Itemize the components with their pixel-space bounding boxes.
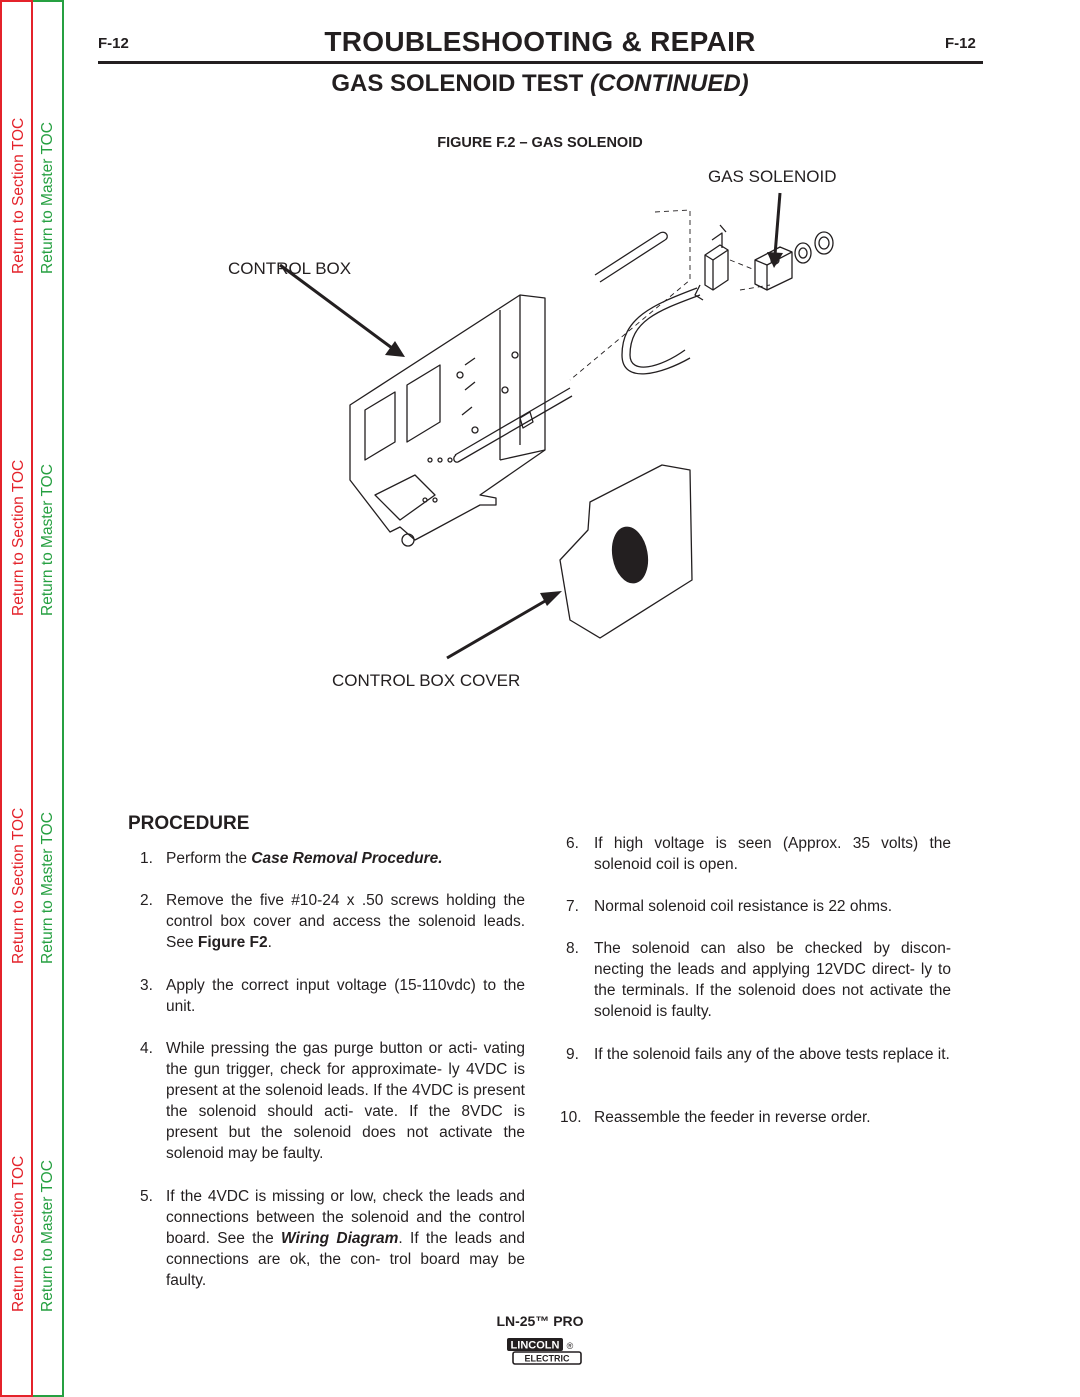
- washer-1: [795, 243, 811, 263]
- long-gas-tube: [595, 233, 665, 282]
- step-number: 3.: [140, 977, 153, 994]
- procedure-step: [566, 938, 951, 1022]
- step-text: Normal solenoid coil resistance is 22 ohms.: [594, 898, 893, 915]
- return-to-section-toc-link-4[interactable]: Return to Section TOC: [10, 1155, 27, 1312]
- svg-text:®: ®: [566, 1341, 574, 1351]
- step-number: 8.: [566, 940, 579, 957]
- solenoid-valve: [695, 225, 728, 300]
- step-text: If the solenoid fails any of the above tests replace it.: [594, 1046, 950, 1063]
- step-text: If the 4VDC is missing or low, check the leads and connections between the solenoid and the control board. See the: [166, 1188, 525, 1247]
- step-text: Perform the: [166, 850, 252, 867]
- figure-caption: FIGURE F.2 – GAS SOLENOID: [437, 135, 643, 151]
- return-to-master-toc-link-4[interactable]: Return to Master TOC: [39, 1160, 56, 1312]
- gas-solenoid-label: GAS SOLENOID: [708, 167, 837, 186]
- step-text: If high voltage is seen (Approx. 35 volts) the solenoid coil is open.: [594, 835, 951, 873]
- procedure-step: [140, 848, 525, 869]
- return-to-section-toc-link-2[interactable]: Return to Section TOC: [10, 459, 27, 616]
- page-code-right: F-12: [945, 35, 976, 52]
- procedure-heading: PROCEDURE: [128, 813, 250, 834]
- footer-model-name: LN-25™ PRO: [496, 1313, 584, 1329]
- control-box-chassis: [350, 295, 545, 546]
- step-number: 4.: [140, 1040, 153, 1057]
- step-text: Remove the five #10-24 x .50 screws holding the control box cover and access the solenoid leads. See: [166, 892, 525, 951]
- control-box-cover-label: CONTROL BOX COVER: [332, 671, 521, 690]
- procedure-step: [566, 1044, 951, 1065]
- section-title-main: GAS SOLENOID TEST: [331, 70, 584, 97]
- procedure-step: [140, 1038, 525, 1164]
- figure-f2-link[interactable]: Figure F2: [197, 934, 268, 951]
- step-number: 5.: [140, 1188, 153, 1205]
- return-to-section-toc-link-3[interactable]: Return to Section TOC: [10, 807, 27, 964]
- svg-text:LINCOLN: LINCOLN: [510, 1339, 560, 1352]
- return-to-master-toc-link-2[interactable]: Return to Master TOC: [39, 464, 56, 616]
- section-title-continued: (CONTINUED): [590, 70, 749, 97]
- control-box-label: CONTROL BOX: [228, 259, 352, 278]
- procedure-step: [566, 833, 951, 875]
- step-number: 2.: [140, 892, 153, 909]
- step-text: The solenoid can also be checked by discon- necting the leads and applying 12VDC direct- ly to the terminals. If the solenoid does not activate the solenoid is faulty.: [594, 940, 951, 1020]
- section-toc-strip: [0, 0, 33, 1397]
- procedure-step: [566, 896, 951, 917]
- step-text: While pressing the gas purge button or acti- vating the gun trigger, check for approximate- ly 4VDC is present at the solenoid leads. If the 4VDC is present the solenoid should acti- vate. If the 8VDC is present but the solenoid does not activate the solenoid may be faulty.: [166, 1040, 525, 1162]
- return-to-master-toc-link-1[interactable]: Return to Master TOC: [39, 122, 56, 274]
- procedure-step: [560, 1107, 951, 1128]
- step-number: 1.: [140, 850, 153, 867]
- header-rule: [98, 61, 983, 64]
- svg-text:ELECTRIC: ELECTRIC: [524, 1353, 570, 1364]
- wiring-diagram-link[interactable]: Wiring Diagram: [281, 1230, 399, 1247]
- return-to-master-toc-link-3[interactable]: Return to Master TOC: [39, 812, 56, 964]
- step-text: Apply the correct input voltage (15-110vdc) to the unit.: [166, 977, 525, 1015]
- procedure-step: [140, 890, 525, 953]
- procedure-step: [140, 975, 525, 1017]
- master-toc-strip: [33, 0, 64, 1397]
- step-number: 6.: [566, 835, 579, 852]
- page-title: TROUBLESHOOTING & REPAIR: [324, 26, 756, 57]
- washer-2: [815, 232, 833, 254]
- section-title: [300, 70, 780, 98]
- step-text: Reassemble the feeder in reverse order.: [594, 1109, 871, 1126]
- step-number: 10.: [560, 1109, 582, 1126]
- step-text-end: . If the leads and connections are ok, the con- trol board may be faulty.: [166, 1230, 526, 1289]
- procedure-step: [140, 1186, 525, 1291]
- lincoln-electric-logo: [505, 1337, 583, 1365]
- return-to-section-toc-link-1[interactable]: Return to Section TOC: [10, 117, 27, 274]
- page-code-left: F-12: [98, 35, 129, 52]
- step-number: 7.: [566, 898, 579, 915]
- step-text-end: .: [267, 934, 272, 951]
- gas-solenoid-exploded-diagram: [200, 160, 900, 700]
- case-removal-procedure-link[interactable]: Case Removal Procedure.: [251, 850, 443, 867]
- gas-inlet-fitting: [454, 388, 572, 462]
- step-number: 9.: [566, 1046, 579, 1063]
- gas-hose: [622, 288, 700, 374]
